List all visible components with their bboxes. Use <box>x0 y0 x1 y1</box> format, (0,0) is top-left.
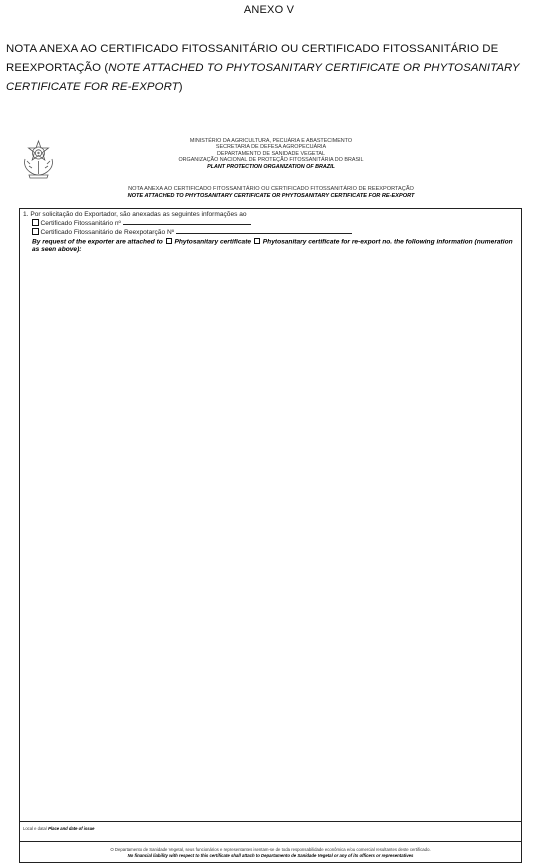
document-heading <box>6 40 534 97</box>
attachment-form <box>19 208 522 863</box>
form-title <box>18 186 524 200</box>
department-name: DEPARTAMENTO DE SANIDADE VEGETAL <box>217 150 325 157</box>
liability-disclaimer <box>20 841 521 862</box>
disclaimer-pt: O Departamento de Sanidade Vegetal, seus funcionários e representantes isentam-se de toda responsabilidade econômica e/ou comercial resultantes deste certificado. <box>110 847 431 852</box>
option-2-label: Certificado Fitossanitário de Reexpotarção Nº <box>40 229 175 237</box>
checkbox-icon <box>166 238 172 244</box>
secretariat-name: SECRETARIA DE DEFESA AGROPECUÁRIA <box>215 144 327 151</box>
reexport-certificate-checkbox[interactable] <box>32 228 39 235</box>
option-1-label: Certificado Fitossanitário nº <box>40 220 121 228</box>
reexport-number-field[interactable] <box>176 228 352 234</box>
phytosanitary-certificate-checkbox[interactable] <box>32 219 39 226</box>
en-instruction-part-2: Phytosanitary certificate <box>174 238 252 246</box>
heading-pt: NOTA ANEXA AO CERTIFICADO FITOSSANITÁRIO OU CERTIFICADO FITOSSANITÁRIO DE REEXPORTAÇÃO ( <box>6 43 499 74</box>
place-date-label-en: Place and date of issue <box>48 826 95 831</box>
heading-en: NOTE ATTACHED TO PHYTOSANITARY CERTIFICATE OR PHYTOSANITARY CERTIFICATE FOR RE-EXPORT <box>6 62 520 93</box>
certificate-number-field[interactable] <box>123 219 251 225</box>
organization-name: ORGANIZAÇÃO NACIONAL DE PROTEÇÃO FITOSSANITÁRIA DO BRASIL <box>178 157 364 164</box>
form-title-pt: NOTA ANEXA AO CERTIFICADO FITOSSANITÁRIO OU CERTIFICADO FITOSSANITÁRIO DE REEXPORTAÇÃO <box>128 186 414 192</box>
field-1-label: 1. Por solicitação do Exportador, são anexadas as seguintes informações ao <box>23 211 247 218</box>
ministry-name: MINISTÉRIO DA AGRICULTURA, PECUÁRIA E ABASTECIMENTO <box>189 138 353 144</box>
option-reexport-certificate <box>23 228 518 237</box>
field-1-english-instruction <box>23 238 518 255</box>
en-instruction-part-1: By request of the exporter are attached to <box>32 238 163 246</box>
place-date-field[interactable] <box>20 821 521 841</box>
authority-lines <box>18 138 524 170</box>
annex-title: ANEXO V <box>243 4 295 16</box>
field-1-information <box>23 211 518 255</box>
checkbox-icon <box>254 238 260 244</box>
en-instruction-part-3: Phytosanitary certificate for re-export no. the following information (numeration as seen above): <box>32 238 513 254</box>
option-phytosanitary-certificate <box>23 219 518 228</box>
place-date-label-pt: Local e data/ <box>23 826 47 831</box>
heading-close: ) <box>178 81 183 93</box>
disclaimer-en: No financial liability with respect to this certificate shall attach to Departamento de Sanidade Vegetal or any of its officers or representatives <box>127 852 414 858</box>
organization-name-en: PLANT PROTECTION ORGANIZATION OF BRAZIL <box>207 163 335 170</box>
form-title-en: NOTE ATTACHED TO PHYTOSANITARY CERTIFICATE OR PHYTOSANITARY CERTIFICATE FOR RE-EXPORT <box>127 192 415 199</box>
